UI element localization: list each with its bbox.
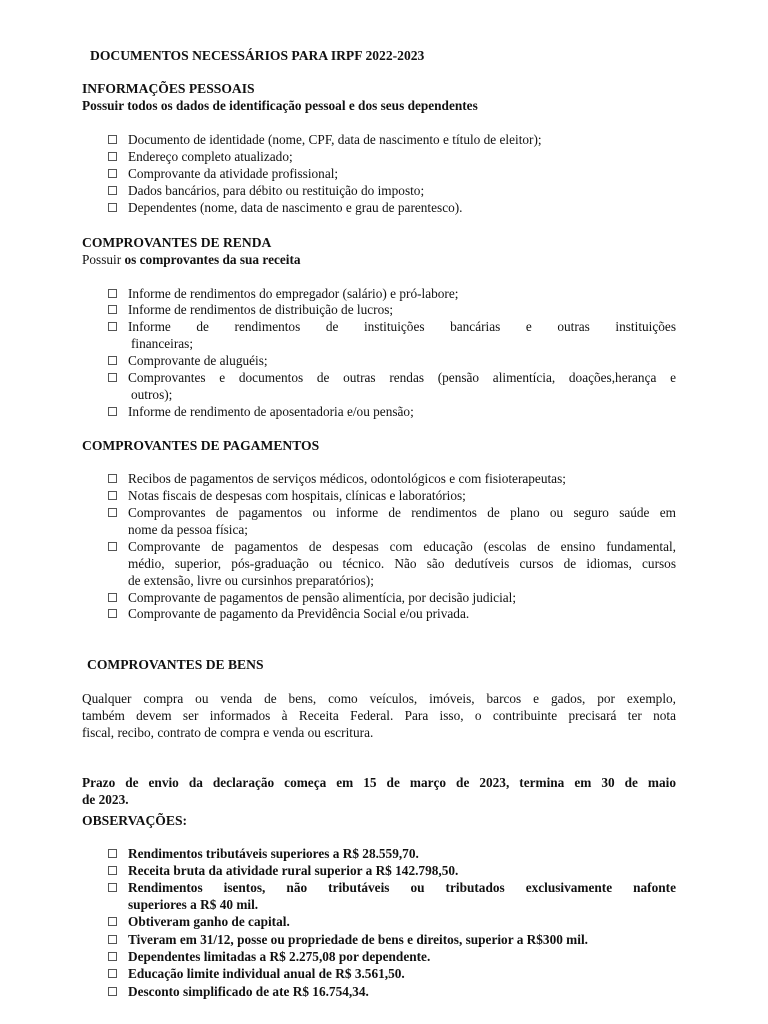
notes-heading: OBSERVAÇÕES: xyxy=(82,813,188,828)
personal-heading: INFORMAÇÕES PESSOAIS xyxy=(82,81,255,96)
checkbox-icon xyxy=(108,186,117,195)
checkbox-icon xyxy=(108,169,117,178)
checkbox-icon xyxy=(108,491,117,500)
checkbox-icon xyxy=(108,593,117,602)
list-item: Rendimentos isentos, não tributáveis ou tributados exclusivamente nafonte superiores a R$ 40 mil. xyxy=(108,880,676,914)
payments-heading: COMPROVANTES DE PAGAMENTOS xyxy=(82,438,320,453)
checkbox-icon xyxy=(108,322,117,331)
checkbox-icon xyxy=(108,407,117,416)
checkbox-icon xyxy=(108,952,117,961)
list-item: Comprovantes e documentos de outras rendas (pensão alimentícia, doações,herança e outros); xyxy=(108,370,676,404)
checkbox-icon xyxy=(108,203,117,212)
assets-heading: COMPROVANTES DE BENS xyxy=(87,657,264,672)
list-item: Comprovante de pagamentos de despesas com educação (escolas de ensino fundamental, médio, superior, pós-graduação ou técnico. Não são dedutíveis cursos de idiomas, cursos de extensão, livre ou cursinhos preparatórios); xyxy=(108,539,676,590)
checkbox-icon xyxy=(108,883,117,892)
list-item: Informe de rendimentos de instituições bancárias e outras instituições financeiras; xyxy=(108,319,676,353)
checkbox-icon xyxy=(108,542,117,551)
checkbox-icon xyxy=(108,987,117,996)
checkbox-icon xyxy=(108,935,117,944)
checkbox-icon xyxy=(108,152,117,161)
list-item: Comprovantes de pagamentos ou informe de rendimentos de plano ou seguro saúde em nome da pessoa física; xyxy=(108,505,676,539)
checkbox-icon xyxy=(108,356,117,365)
assets-paragraph: Qualquer compra ou venda de bens, como veículos, imóveis, barcos e gados, por exemplo, também devem ser informados à Receita Federal. Para isso, o contribuinte precisará ter nota fiscal, recibo, contrato de compra e venda ou escritura. xyxy=(82,691,676,740)
checkbox-icon xyxy=(108,289,117,298)
checkbox-icon xyxy=(108,508,117,517)
document-page: DOCUMENTOS NECESSÁRIOS PARA IRPF 2022-2023 INFORMAÇÕES PESSOAIS Possuir todos os dados de identificação pessoal e dos seus dependentes Documento de identidade (nome, CPF, data de nascimento e título de eleitor); Endereço completo atualizado; Comprovante da atividade profissional; Dados bancários, para débito ou restituição do imposto; Dependentes (nome, data de nascimento e grau de parentesco). COMPROVANTES DE RENDA Possuir os comprovantes da sua receita Informe de rendimentos do empregador (salário) e pró-labore; Informe de rendimentos de distribuição de lucros; Informe de rendimentos de instituições bancárias e outras instituições financeiras; Comprovante de aluguéis; Comprovantes e documentos de outras rendas (pensão alimentícia, doações,herança e outros); Informe de rendimento de aposentadoria e/ou pensão; COMPROVANTES DE PAGAMENTOS Recibos de pagamentos de serviços médicos, odontológicos e com fisioterapeutas; Notas fiscais de despesas com hospitais, clínicas e laboratórios; Comprovantes de pagamentos ou informe de rendimentos de plano ou seguro saúde em nome da pessoa física; Comprovante de pagamentos de despesas com educação (escolas de ensino fundamental, médio, superior, pós-graduação ou técnico. Não são dedutíveis cursos de idiomas, cursos de extensão, livre ou cursinhos preparatórios); Comprovante de pagamentos de pensão alimentícia, por decisão judicial; Comprovante de pagamento da Previdência Social e/ou privada. COMPROVANTES DE BENS Qualquer compra ou venda de bens, como veículos, imóveis, barcos e gados, por exemplo, também devem ser informados à Receita Federal. Para isso, o contribuinte precisará ter nota fiscal, recibo, contrato de compra e venda ou escritura. Prazo de envio da declaração começa em 15 de março de 2023, termina em 30 de maio de 2023. OBSERVAÇÕES: Rendimentos tributáveis superiores a R$ 28.559,70. Receita bruta da atividade rural superior a R$ 142.798,50. Rendimentos isentos, não tributáveis ou tributados exclusivamente nafonte superiores a R$ 40 mil. Obtiveram ganho de capital. Tiveram em 31/12, posse ou propriedade de bens e direitos, superior a R$300 mil. Dependentes limitadas a R$ 2.275,08 por dependente. Educação limite individual anual de R$ 3.561,50. Desconto simplificado de ate R$ 16.754,34. xyxy=(82,48,676,999)
personal-subheading: Possuir todos os dados de identificação pessoal e dos seus dependentes xyxy=(82,98,478,113)
checkbox-icon xyxy=(108,373,117,382)
checkbox-icon xyxy=(108,969,117,978)
document-title: DOCUMENTOS NECESSÁRIOS PARA IRPF 2022-2023 xyxy=(90,48,425,63)
checkbox-icon xyxy=(108,866,117,875)
checkbox-icon xyxy=(108,849,117,858)
deadline-paragraph: Prazo de envio da declaração começa em 15 de março de 2023, termina em 30 de maio de 2023. xyxy=(82,775,676,807)
checkbox-icon xyxy=(108,474,117,483)
income-heading: COMPROVANTES DE RENDA xyxy=(82,235,272,250)
checkbox-icon xyxy=(108,135,117,144)
checkbox-icon xyxy=(108,305,117,314)
checkbox-icon xyxy=(108,917,117,926)
checkbox-icon xyxy=(108,609,117,618)
income-subheading: Possuir os comprovantes da sua receita xyxy=(82,252,301,267)
